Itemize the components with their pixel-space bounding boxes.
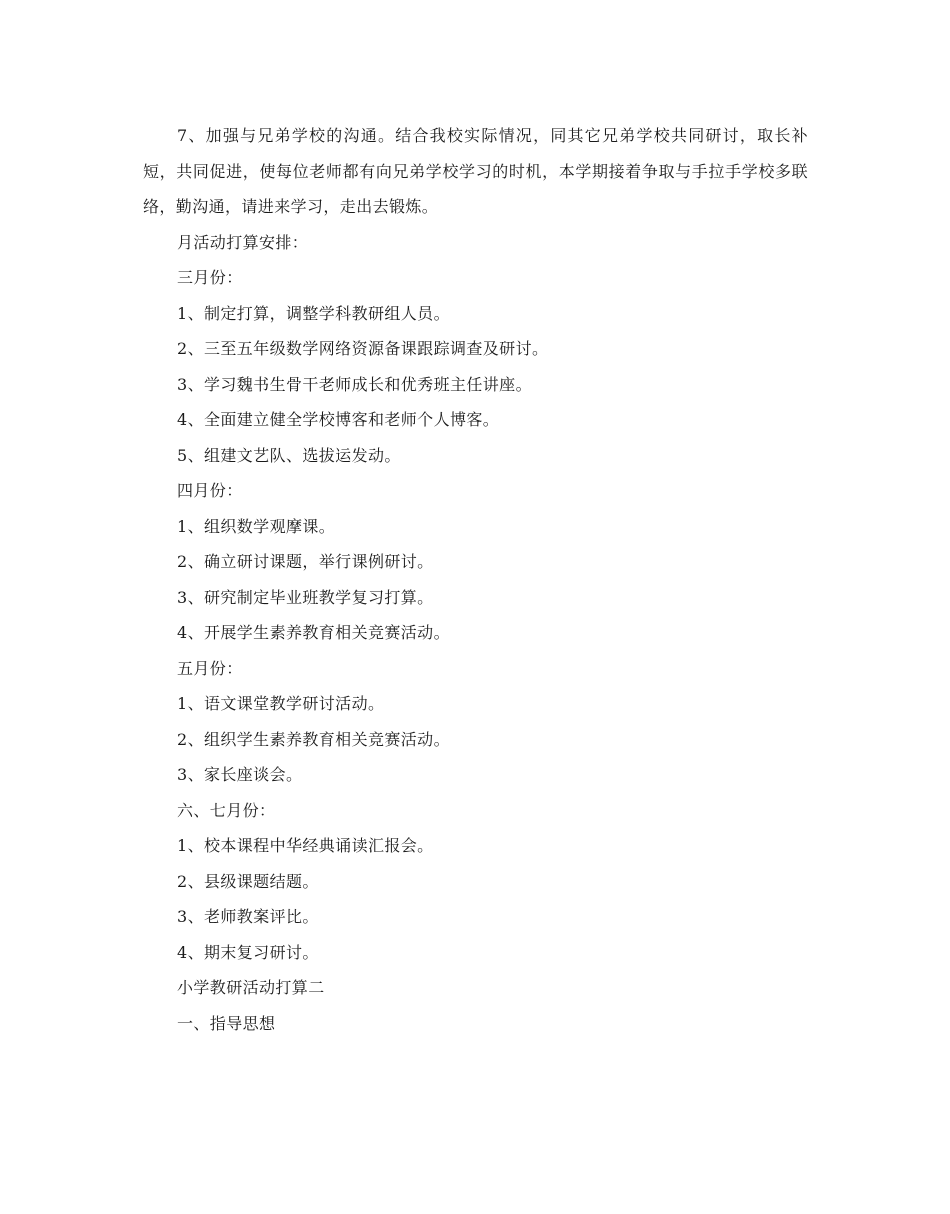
list-item: 4、开展学生素养教育相关竞赛活动。	[177, 623, 450, 642]
list-item: 3、研究制定毕业班教学复习打算。	[177, 587, 434, 607]
list-item: 1、校本课程中华经典诵读汇报会。	[177, 836, 434, 855]
list-item: 3、学习魏书生骨干老师成长和优秀班主任讲座。	[177, 374, 532, 394]
paragraph-communication: 7、加强与兄弟学校的沟通。结合我校实际情况，同其它兄弟学校共同研讨，取长补短，共同促进，使每位老师都有向兄弟学校学习的时机，本学期接着争取与手拉手学校多联络，勤沟通，请进来学习，走出去锻炼。	[143, 126, 808, 216]
document-body	[143, 118, 808, 1041]
list-item: 1、组织数学观摩课。	[177, 516, 336, 536]
paragraph-monthly-plan-heading: 月活动打算安排：	[177, 232, 309, 252]
list-item: 3、老师教案评比。	[177, 907, 319, 926]
list-item: 5、组建文艺队、选拔运发动。	[177, 445, 401, 465]
list-item: 3、家长座谈会。	[177, 765, 303, 784]
paragraph-june-july-heading: 六、七月份：	[177, 800, 276, 820]
list-item: 1、语文课堂教学研讨活动。	[177, 694, 385, 713]
list-item: 1、制定打算，调整学科教研组人员。	[177, 303, 450, 323]
paragraph-march-heading: 三月份：	[177, 268, 243, 287]
list-item: 2、确立研讨课题，举行课例研讨。	[177, 552, 434, 571]
paragraph-april-heading: 四月份：	[177, 481, 243, 500]
list-item: 2、三至五年级数学网络资源备课跟踪调查及研讨。	[177, 339, 549, 358]
list-item: 2、组织学生素养教育相关竞赛活动。	[177, 729, 450, 749]
section-heading: 一、指导思想	[177, 1013, 276, 1033]
list-item: 4、期末复习研讨。	[177, 942, 319, 962]
section-title: 小学教研活动打算二	[177, 978, 325, 997]
paragraph-may-heading: 五月份：	[177, 658, 243, 678]
list-item: 2、县级课题结题。	[177, 871, 319, 891]
list-item: 4、全面建立健全学校博客和老师个人博客。	[177, 410, 500, 429]
